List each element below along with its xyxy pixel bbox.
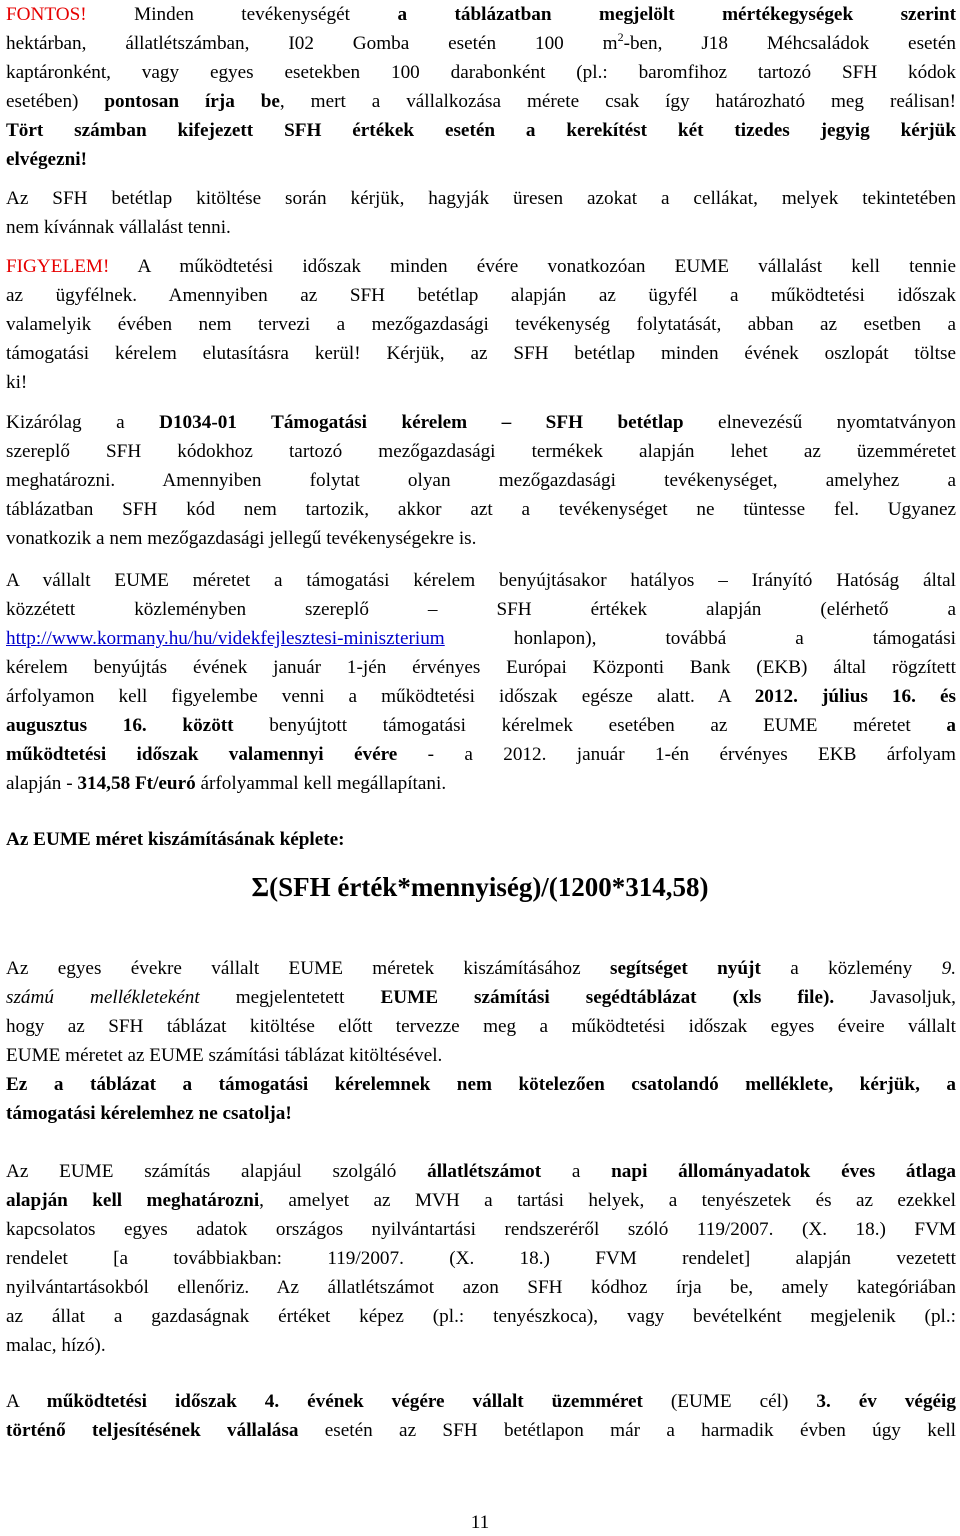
- line: az ügyfélnek. Amennyiben az SFH betétlap alapján az ügyfél a működtetési időszak: [6, 285, 956, 306]
- paragraph-figyelem: [6, 252, 956, 397]
- line: Az egyes évekre vállalt EUME méretek kiszámításához segítséget nyújt a közlemény 9.: [6, 958, 956, 979]
- line: kapcsolatos egyes adatok országos nyilvántartási rendszeréről szóló 119/2007. (X. 18.) FVM: [6, 1219, 956, 1240]
- line: nem kívánnak vállalást tenni.: [6, 217, 231, 238]
- line: malac, hízó).: [6, 1335, 106, 1356]
- line: meghatározni. Amennyiben folytat olyan mezőgazdasági tevékenységet, amelyhez a: [6, 470, 956, 491]
- line: Az SFH betétlap kitöltése során kérjük, hagyják üresen azokat a cellákat, melyek tekintetében: [6, 188, 956, 209]
- line: A működtetési időszak 4. évének végére vállalt üzemméret (EUME cél) 3. év végéig: [6, 1391, 956, 1412]
- line: FONTOS! Minden tevékenységét a táblázatban megjelölt mértékegységek szerint: [6, 4, 956, 25]
- fontos-label: FONTOS!: [6, 4, 87, 25]
- line: nyilvántartásokból ellenőriz. Az állatlétszámot azon SFH kódhoz írja be, amely kategóriában: [6, 1277, 956, 1298]
- line: hogy az SFH táblázat kitöltése előtt tervezze meg a működtetési időszak egyes éveire vállalt: [6, 1016, 956, 1037]
- line: http://www.kormany.hu/hu/videkfejlesztesi-miniszterium honlapon), továbbá a támogatási: [6, 628, 956, 649]
- line: kérelem benyújtás évének január 1-jén érvényes Európai Központi Bank (EKB) által rögzített: [6, 657, 956, 678]
- line: Kizárólag a D1034-01 Támogatási kérelem – SFH betétlap elnevezésű nyomtatványon: [6, 412, 957, 433]
- line: ki!: [6, 372, 28, 393]
- kormany-link[interactable]: http://www.kormany.hu/hu/videkfejlesztesi-miniszterium: [6, 628, 445, 649]
- paragraph-allatletszam: [6, 1157, 956, 1360]
- page-number: 11: [470, 1512, 490, 1533]
- figyelem-label: FIGYELEM!: [6, 256, 110, 277]
- line: A vállalt EUME méretet a támogatási kérelem benyújtásakor hatályos – Irányító Hatóság által: [6, 570, 956, 591]
- line: hektárban, állatlétszámban, I02 Gomba esetén 100 $m^2$-ben, J18 Méhcsaládok esetén: [6, 30, 956, 54]
- line: történő teljesítésének vállalása esetén az SFH betétlapon már a harmadik évben úgy kell: [6, 1420, 956, 1441]
- paragraph-fontos: [6, 0, 956, 174]
- line: vonatkozik a nem mezőgazdasági jellegű tevékenységekre is.: [6, 528, 477, 549]
- line: valamelyik évében nem tervezi a mezőgazdasági tevékenység folytatását, abban az esetben a: [6, 314, 956, 335]
- formula-heading: Az EUME méret kiszámításának képlete:: [6, 829, 345, 850]
- line: EUME méretet az EUME számítási táblázat kitöltésével.: [6, 1045, 443, 1066]
- line: alapján - 314,58 Ft/euró árfolyammal kell megállapítani.: [6, 773, 447, 794]
- eume-formula: Σ(SFH érték*mennyiség)/(1200*314,58): [251, 872, 709, 902]
- paragraph-uzemmeret: [6, 1387, 956, 1445]
- line: rendelet [a továbbiakban: 119/2007. (X. 18.) FVM rendelet] alapján vezetett: [6, 1248, 956, 1269]
- line: működtetési időszak valamennyi évére - a 2012. január 1-én érvényes EKB árfolyam: [6, 744, 956, 765]
- line: támogatási kérelemhez ne csatolja!: [6, 1103, 292, 1124]
- line: szereplő SFH kódokhoz tartozó mezőgazdasági termékek alapján lehet az üzemméretet: [6, 441, 956, 462]
- line: Ez a táblázat a támogatási kérelemnek nem kötelezően csatolandó melléklete, kérjük, a: [6, 1074, 956, 1095]
- line: kaptáronként, vagy egyes esetekben 100 darabonként (pl.: baromfihoz tartozó SFH kódok: [6, 62, 956, 83]
- line: az állat a gazdaságnak értéket képez (pl.: tenyészkoca), vagy bevételként megjelenik (pl.:: [6, 1306, 956, 1327]
- paragraph-kizarolag: [6, 408, 956, 553]
- line: közzétett közleményben szereplő – SFH értékek alapján (elérhető a: [6, 599, 956, 620]
- line: esetében) pontosan írja be, mert a vállalkozása mérete csak így határozható meg reálisan!: [6, 91, 956, 112]
- paragraph-segedtablazat: [6, 954, 956, 1128]
- line: támogatási kérelem elutasításra kerül! Kérjük, az SFH betétlap minden évének oszlopát töltse: [6, 343, 956, 364]
- line: árfolyamon kell figyelembe venni a működtetési időszak egésze alatt. A 2012. július 16. és: [6, 686, 956, 707]
- line: Tört számban kifejezett SFH értékek esetén a kerekítést két tizedes jegyig kérjük: [6, 120, 956, 141]
- line: alapján kell meghatározni, amelyet az MVH a tartási helyek, a tenyészetek és az ezekkel: [6, 1190, 956, 1211]
- line: táblázatban SFH kód nem tartozik, akkor azt a tevékenységet ne tüntesse fel. Ugyanez: [6, 499, 956, 520]
- paragraph-empty-cells: [6, 184, 956, 242]
- line: augusztus 16. között benyújtott támogatási kérelmek esetében az EUME méretet a: [6, 715, 956, 736]
- line: FIGYELEM! A működtetési időszak minden évére vonatkozóan EUME vállalást kell tennie: [6, 256, 956, 277]
- paragraph-vallalt-eume: [6, 566, 956, 798]
- line: számú mellékleteként megjelentetett EUME számítási segédtáblázat (xls file). Javasoljuk,: [6, 987, 956, 1008]
- line: Az EUME számítás alapjául szolgáló állatlétszámot a napi állományadatok éves átlaga: [6, 1161, 956, 1182]
- line: elvégezni!: [6, 149, 87, 170]
